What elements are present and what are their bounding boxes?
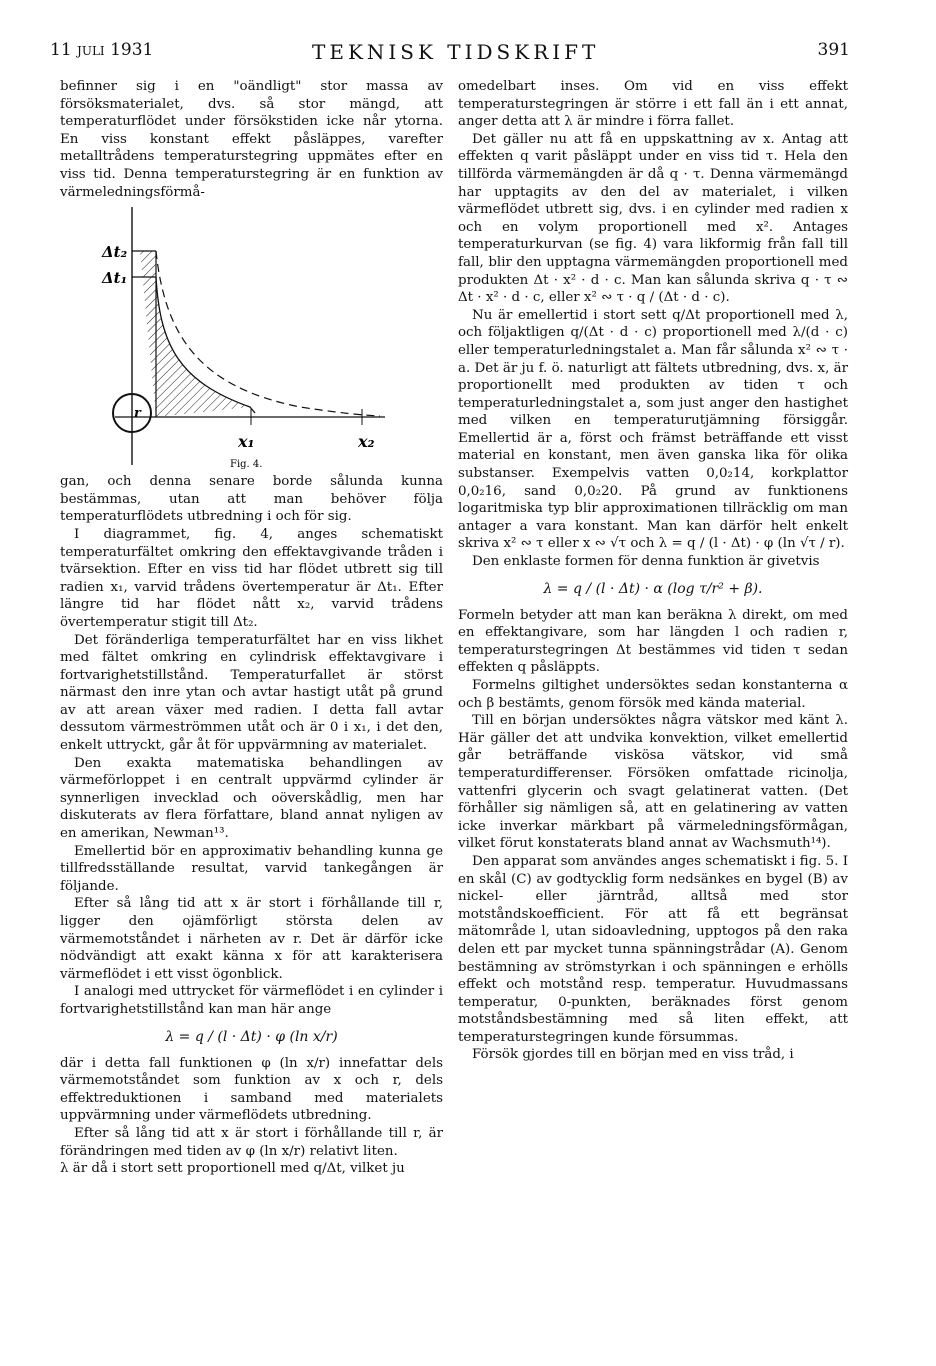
paragraph: Den apparat som användes anges schematiskt i fig. 5. I en skål (C) av godtycklig form nedsänkes en bygel (B) av nickel- eller järntråd, alltså med stor motståndskoefficient. För att få ett begränsat mätområde l, utan sidoavledning, upptogos på den raka delen ett par mycket tunna spänningstrådar (A). Genom bestämning av strömstyrkan i och spänningen e erhölls effekt och motstånd resp. temperatur. Huvudmassans temperatur, 0-punkten, beräknades först genom motståndsbestämning med så liten effekt, att temperaturstegringen kunde försummas.	[458, 853, 848, 1045]
paragraph: Det gäller nu att få en uppskattning av x. Antag att effekten q varit påsläppt under en viss tid τ. Hela den tillförda värmemängden är då q · τ. Denna värmemängd har upptagits av den del av materialet, i vilken värmeflödet utbrett sig, dvs. i en cylinder med radien x och en volym proportionell med x². Antages temperaturkurvan (se fig. 4) vara likformig från fall till fall, blir den upptagna värmemängden proportionell med produkten Δt · x² · d · c. Man kan sålunda skriva q · τ ∾ Δt · x² · d · c, eller x² ∾ τ · q / (Δt · d · c).	[458, 131, 848, 306]
paragraph: omedelbart inses. Om vid en viss effekt temperaturstegringen är större i ett fall än i ett annat, anger detta att λ är mindre i förra fallet.	[458, 79, 848, 130]
page-header	[50, 40, 850, 64]
paragraph: Försök gjordes till en början med en viss tråd, i	[472, 1047, 794, 1063]
paragraph: Emellertid bör en approximativ behandling kunna ge tillfredsställande resultat, varvid tankegången är följande.	[60, 843, 443, 894]
paragraph: Efter så lång tid att x är stort i förhållande till r, ligger den ojämförligt största delen av värmemotståndet i närheten av r. Det är därför icke nödvändigt att exakt känna x för att karakterisera värmeflödet i ett visst ögonblick.	[60, 896, 443, 982]
label-x1: x₁	[238, 432, 255, 452]
paragraph: Det föränderliga temperaturfältet har en viss likhet med fältet omkring en cylindrisk effektavgivare i fortvarighetstillstånd. Temperaturfallet är störst närmast den inre ytan och avtar hastigt utåt på grund av att arean växer med radien. I detta fall avtar dessutom värmeströmmen utåt och är 0 i x₁, i det den, enkelt uttryckt, går åt för uppvärmning av materialet.	[60, 632, 443, 754]
paragraph: Formeln betyder att man kan beräkna λ direkt, om med en effektangivare, som har längden l och radien r, temperaturstegringen Δt bestämmes vid tiden τ sedan effekten q påsläppts.	[458, 607, 848, 676]
page-number: 391	[817, 40, 850, 60]
figure-4	[60, 207, 443, 469]
paragraph: Efter så lång tid att x är stort i förhållande till r, är förändringen med tiden av φ (ln x/r) relativt liten.	[60, 1125, 443, 1159]
label-r: r	[134, 406, 141, 422]
issue-date: 11 juli 1931	[50, 40, 154, 60]
paragraph: gan, och denna senare borde sålunda kunna bestämmas, utan att man behöver följa temperaturflödets utbredning i och för sig.	[60, 474, 443, 525]
paragraph: λ är då i stort sett proportionell med q/Δt, vilket ju	[60, 1161, 405, 1177]
paragraph: I diagrammet, fig. 4, anges schematiskt temperaturfältet omkring den effektavgivande tråden i tvärsektion. Efter en viss tid har flödet utbrett sig till radien x₁, varvid trådens övertemperatur är Δt₁. Efter längre tid har flödet nått x₂, varvid trådens övertemperatur stigit till Δt₂.	[60, 526, 443, 630]
paragraph: Den enklaste formen för denna funktion är givetvis	[472, 554, 820, 570]
paragraph: I analogi med uttrycket för värmeflödet i en cylinder i fortvarighetstillstånd kan man här ange	[60, 984, 443, 1017]
label-dt1: Δt₁	[102, 269, 128, 288]
paragraph: befinner sig i en "oändligt" stor massa av försöksmaterialet, dvs. så stor mängd, att temperaturflödet under försökstiden icke når ytorna. En viss konstant effekt påsläppes, varefter metalltrådens temperaturstegring uppmätes efter en viss tid. Denna temperaturstegring är en funktion av värmeledningsförmå-	[60, 79, 443, 200]
formula-lambda-ln: λ = q / (l · Δt) · φ (ln x/r)	[165, 1028, 338, 1045]
paragraph: Nu är emellertid i stort sett q/Δt proportionell med λ, och följaktligen q/(Δt · d · c) proportionell med λ/(d · c) eller temperaturledningstalet a. Man får sålunda x² ∾ τ · a. Det är ju f. ö. naturligt att fältets utbredning, dvs. x, är proportionellt med produkten av tiden τ och temperaturledningstalet a, som just anger den hastighet med vilken en temperaturutjämning försiggår. Emellertid är a, först och främst beträffande ett visst material en konstant, men även ganska lika för olika substanser. Exempelvis vatten 0,0₂14, korkplattor 0,0₂16, sand 0,0₂20. På grund av funktionens logaritmiska typ blir approximationen tillräcklig om man antager a vara konstant. Man kan därför helt enkelt skriva x² ∾ τ eller x ∾ √τ och λ = q / (l · Δt) · φ (ln √τ / r).	[458, 307, 848, 552]
label-dt2: Δt₂	[102, 243, 128, 262]
label-x2: x₂	[358, 432, 375, 452]
paragraph: där i detta fall funktionen φ (ln x/r) innefattar dels värmemotståndet som funktion av x och r, dels effektreduktionen i samband med materialets uppvärmning under värmeflödets utbredning.	[60, 1055, 443, 1124]
paragraph: Till en början undersöktes några vätskor med känt λ. Här gäller det att undvika konvektion, vilket emellertid går beträffande viskösa vätskor, vid små temperaturdifferenser. Försöken omfattade ricinolja, vattenfri glycerin och svagt gelatinerat vatten. (Det förhåller sig nämligen så, att en gelatinering av vatten icke inverkar märkbart på värmeledningsförmågan, vilket förut konstaterats bland annat av Wachsmuth¹⁴).	[458, 713, 848, 852]
figure-caption: Fig. 4.	[230, 459, 263, 470]
right-column	[458, 78, 848, 1064]
paragraph: Formelns giltighet undersöktes sedan konstanterna α och β bestämts, genom försök med kända material.	[458, 678, 848, 711]
formula-lambda-log: λ = q / (l · Δt) · α (log τ/r² + β).	[543, 580, 763, 597]
left-column	[60, 78, 443, 1178]
paragraph: Den exakta matematiska behandlingen av värmeförloppet i en centralt uppvärmd cylinder är synnerligen invecklad och oöverskådlig, men har diskuterats av flera författare, bland annat nyligen av en amerikan, Newman¹³.	[60, 755, 443, 842]
temperature-field-diagram	[60, 207, 443, 469]
journal-title: TEKNISK TIDSKRIFT	[312, 40, 600, 64]
